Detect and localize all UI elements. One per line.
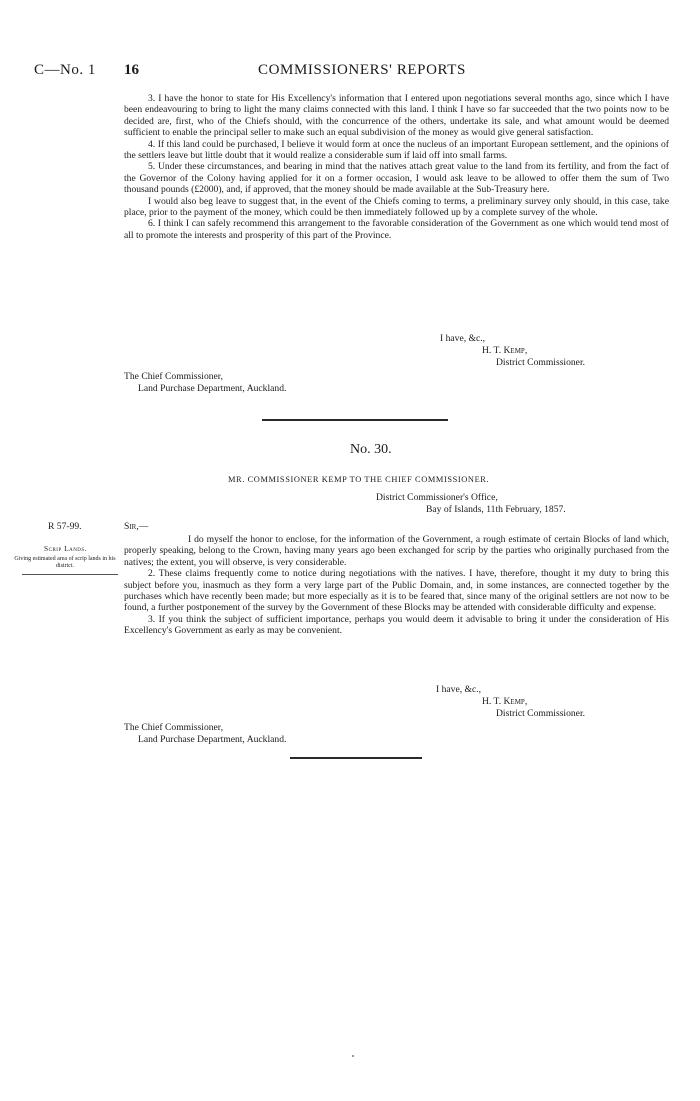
letter-2-addressee xyxy=(124,722,286,746)
addressee-name: The Chief Commissioner, xyxy=(124,371,224,382)
letter-1-closing: I have, &c., xyxy=(440,333,486,344)
place-date-line: Bay of Islands, 11th February, 1857. xyxy=(426,504,566,515)
paragraph: 6. I think I can safely recommend this arrangement to the favorable consideration of the Government as one which would tend most of all to promote the interests and prosperity of this part of the Province. xyxy=(124,218,669,241)
running-title: COMMISSIONERS' REPORTS xyxy=(258,62,466,78)
paper-reference: C—No. 1 xyxy=(34,62,96,78)
addressee-department: Land Purchase Department, Auckland. xyxy=(138,383,287,394)
letter-1-signer: H. T. Kemp, xyxy=(482,345,528,356)
letter-1-body xyxy=(124,93,669,241)
margin-reference: R 57-99. xyxy=(48,521,82,532)
letter-heading: MR. COMMISSIONER KEMP TO THE CHIEF COMMISSIONER. xyxy=(228,475,490,484)
paragraph: 3. I have the honor to state for His Excellency's information that I entered upon negotiations several months ago, since which I have been endeavouring to bring to light the many claims connected with this land. I think I have so far succeeded that the two points now to be decided are, first, who of the Chiefs should, with the concurrence of the others, undertake its sale, and what amount would be deemed sufficient to enable the principal seller to make such an equal subdivision of the money as would give general satisfaction. xyxy=(124,93,669,139)
letter-1-addressee xyxy=(124,371,286,395)
salutation: Sir,— xyxy=(124,521,149,532)
page-number: 16 xyxy=(124,62,139,78)
paragraph: 5. Under these circumstances, and bearing in mind that the natives attach great value to the land from its fertility, and from the fact of the Governor of the Colony having applied for it on a former occasion, I would ask leave to be allowed to offer them the sum of Two thousand pounds (£2000), and, if approved, that the money should be made available at the Sub-Treasury here. xyxy=(124,161,669,196)
page-speck xyxy=(352,1055,354,1057)
letter-number: No. 30. xyxy=(350,442,392,457)
section-divider xyxy=(262,419,448,421)
margin-note: Giving estimated area of scrip lands in his district. xyxy=(14,556,116,569)
page-header xyxy=(0,62,700,82)
paragraph: I would also beg leave to suggest that, in the event of the Chiefs coming to terms, a preliminary survey only should, in this case, take place, prior to the payment of the money, which could be then immediately followed up by a complete survey of the whole. xyxy=(124,195,669,219)
margin-subject: Scrip Lands. xyxy=(44,544,88,553)
office-line: District Commissioner's Office, xyxy=(376,492,498,503)
margin-rule xyxy=(22,574,118,575)
letter-2-closing: I have, &c., xyxy=(436,684,482,695)
end-divider xyxy=(290,757,422,759)
letter-2-signer: H. T. Kemp, xyxy=(482,696,528,707)
addressee-department: Land Purchase Department, Auckland. xyxy=(138,734,287,745)
paragraph: 3. If you think the subject of sufficient importance, perhaps you would deem it advisable to bring it under the consideration of His Excellency's Government as early as may be convenient. xyxy=(124,613,669,637)
paragraph: I do myself the honor to enclose, for the information of the Government, a rough estimate of certain Blocks of land which, properly speaking, belong to the Crown, having many years ago been exchanged for scrip by the parties who originally purchased from the natives; the extent, you will observe, is very considerable. xyxy=(124,534,669,568)
paragraph: 4. If this land could be purchased, I believe it would form at once the nucleus of an important European settlement, and the opinions of the settlers leave but little doubt that it would realize a considerable sum if laid off into small farms. xyxy=(124,138,669,162)
letter-2-signer-title: District Commissioner. xyxy=(496,708,586,719)
paragraph: 2. These claims frequently come to notice during negotiations with the natives. I have, therefore, thought it my duty to bring this subject before you, inasmuch as they form a very large part of the Public Domain, and, in some instances, are connected together by the purchases which have recently been made; but more especially as it is to be feared that, since many of the original settlers are not now to be found, a further postponement of the survey by the Government of these Blocks may be attended with considerable difficulty and expense. xyxy=(124,568,669,614)
addressee-name: The Chief Commissioner, xyxy=(124,722,224,733)
letter-1-signer-title: District Commissioner. xyxy=(496,357,586,368)
letter-2-body xyxy=(124,534,669,637)
